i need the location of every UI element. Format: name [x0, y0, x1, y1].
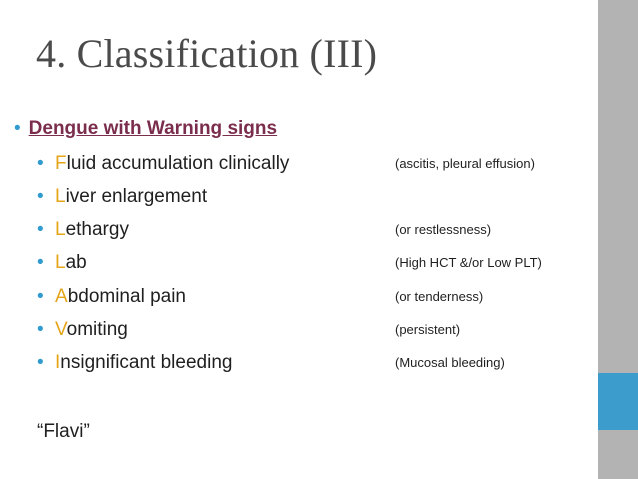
list-item [37, 219, 597, 245]
item-note: (persistent) [395, 322, 461, 337]
sidebar-gray-segment-bottom [598, 430, 638, 479]
slide-title: 4. Classification (III) [36, 31, 378, 76]
heading-text: Dengue with Warning signs [28, 118, 278, 139]
item-initial-letter: I [55, 352, 61, 373]
sidebar-accent-bar [598, 0, 638, 479]
bullet-icon: • [37, 186, 44, 207]
item-text [55, 352, 232, 374]
item-text [55, 186, 207, 208]
list-item [37, 252, 597, 278]
item-note: (or restlessness) [395, 222, 492, 237]
item-initial-letter: F [55, 153, 67, 174]
item-initial-letter: V [55, 319, 67, 340]
bullet-icon: • [37, 252, 44, 273]
item-rest-text: bdominal pain [67, 286, 186, 307]
item-text [55, 153, 289, 175]
item-initial-letter: A [55, 286, 68, 307]
item-initial-letter: L [55, 219, 66, 240]
bullet-icon: • [14, 118, 21, 139]
item-note: (Mucosal bleeding) [395, 355, 505, 370]
item-initial-letter: L [55, 186, 66, 207]
bullet-icon: • [37, 153, 44, 174]
bullet-icon: • [37, 219, 44, 240]
bullet-icon: • [37, 286, 44, 307]
bullet-icon: • [37, 319, 44, 340]
item-text [55, 219, 129, 241]
list-item [37, 186, 597, 212]
item-note: (High HCT &/or Low PLT) [395, 255, 542, 270]
heading-bullet-item [14, 118, 277, 140]
sidebar-blue-segment [598, 373, 638, 430]
item-rest-text: iver enlargement [65, 186, 208, 207]
list-item [37, 352, 597, 378]
item-note: (ascitis, pleural effusion) [395, 156, 535, 171]
item-rest-text: omiting [66, 319, 128, 340]
list-item [37, 286, 597, 312]
list-item [37, 319, 597, 345]
item-text [55, 286, 186, 308]
item-initial-letter: L [55, 252, 66, 273]
item-rest-text: luid accumulation clinically [66, 153, 290, 174]
item-rest-text: ethargy [65, 219, 129, 240]
item-text [55, 319, 128, 341]
item-text [55, 252, 87, 274]
mnemonic-text: “Flavi” [37, 421, 90, 442]
bullet-icon: • [37, 352, 44, 373]
item-rest-text: nsignificant bleeding [60, 352, 233, 373]
list-item [37, 153, 597, 179]
item-note: (or tenderness) [395, 289, 484, 304]
sidebar-gray-segment [598, 0, 638, 373]
item-rest-text: ab [65, 252, 87, 273]
